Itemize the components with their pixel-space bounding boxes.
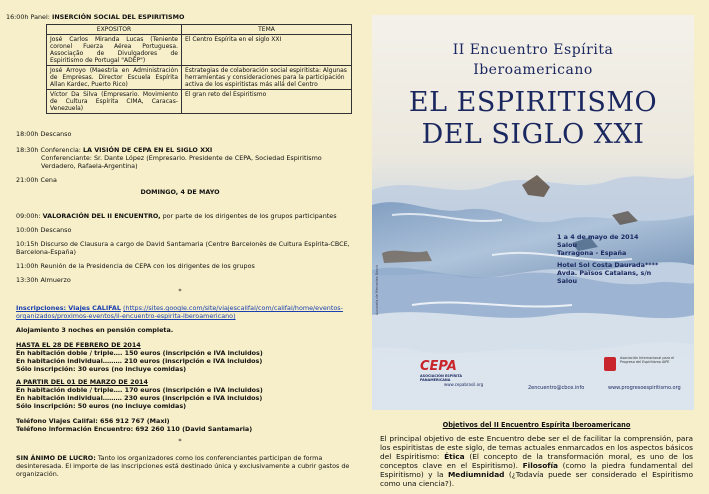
alojamiento: Alojamiento 3 noches en pensión completa. <box>16 326 174 334</box>
expositor-cell: José Carlos Miranda Lucas (Teniente coronel Fuerza Aérea Portuguesa. Associação de Divulgadores de Espiritismo de Portugal "ADEP") <box>47 35 182 66</box>
table-header-row <box>47 25 352 35</box>
lucro-line-2: desinteresada. El importe de las inscripciones está destinado única y exclusivamente a cubrir gastos de <box>16 462 350 470</box>
valoracion-line: 09:00h: VALORACIÓN DEL II ENCUENTRO, por parte de los dirigentes de los grupos participantes <box>16 212 337 220</box>
panel-table <box>46 24 352 114</box>
phone-califal: Teléfono Viajes Califal: 656 912 767 (Maxi) <box>16 417 170 425</box>
cover-event-info <box>557 233 658 285</box>
clausura-line: 10:15h Discurso de Clausura a cargo de David Santamaria (Centre Barcelonès de Cultura Espírita-CBCE, <box>16 240 350 248</box>
lucro-line-3: organización. <box>16 470 59 478</box>
period2-line: Sólo inscripción: 50 euros (no incluye comidas) <box>16 402 187 410</box>
expositor-header: EXPOSITOR <box>47 25 182 35</box>
conference-line: 18:30h Conferencia: LA VISIÓN DE CEPA EN EL SIGLO XXI <box>16 146 213 154</box>
expositor-cell: Víctor Da Silva (Empresario. Movimiento de Cultura Espírita CIMA, Caracas-Venezuela) <box>47 90 182 114</box>
cepa-url[interactable]: www.cepabrasil.org <box>444 382 484 387</box>
tema-cell: El Centro Espírita en el siglo XXI <box>182 35 352 66</box>
period1-heading: HASTA EL 28 DE FEBRERO DE 2014 <box>16 341 141 349</box>
almuerzo: 13:30h Almuerzo <box>16 276 71 284</box>
cover-subtitle: II Encuentro Espírita <box>452 42 614 58</box>
cena: 21:00h Cena <box>16 176 57 184</box>
table-row <box>47 66 352 90</box>
cover-side-credit: Acuarela de Mercedes Bosch <box>375 264 379 315</box>
table-row <box>47 35 352 66</box>
table-row <box>47 90 352 114</box>
event-place: Salou <box>557 241 578 249</box>
conference-speaker-2: Verdadero, Rafaela-Argentina) <box>41 162 138 170</box>
inscriptions-link[interactable]: (https://sites.google.com/site/viajescalifal/com/califal/home/eventos- <box>122 304 343 312</box>
separator-star-2: * <box>178 437 182 445</box>
aipe-logo-icon <box>604 357 616 371</box>
separator-star: * <box>178 287 182 295</box>
panel-heading: 16:00h Panel: INSERCIÓN SOCIAL DEL ESPIRITISMO <box>6 13 185 21</box>
tema-header: TEMA <box>182 25 352 35</box>
tema-cell: Estrategias de colaboración social espiritista: Algunas herramientas y consideraciones para la participación activa de los espiritistas más allá del Centro <box>182 66 352 90</box>
cover-web[interactable]: www.progresoespiritismo.org <box>608 385 681 391</box>
expositor-cell: José Arroyo (Maestría en Administración de Empresas. Director Escuela Espírita Allan Kardec, Puerto Rico) <box>47 66 182 90</box>
conference-speaker: Conferenciante: Sr. Dante López (Empresario. Presidente de CEPA, Sociedad Espiritismo <box>41 154 322 162</box>
cover-email[interactable]: 2encuentro@cbce.info <box>528 385 585 391</box>
aipe-logo-text: Asociación Internacional para el Progreso del Espiritismo AIPE <box>620 356 675 364</box>
event-place-2: Tarragona - España <box>557 249 627 257</box>
objetivos-paragraph: El principal objetivo de este Encuentro debe ser el de facilitar la comprensión, para los espiritistas de este siglo, de temas actuales enmarcados en los aspectos básicos del Espiritismo: Ética (El concepto de la transformación moral, es uno de los conceptos clave en el Espiritismo). Filosofía (como la piedra fundamental del Espiritismo) y la Mediumnidad (¿Todavía puede ser considerado el Espiritismo como una ciencia?). <box>380 434 693 488</box>
cepa-logo <box>420 355 490 382</box>
cepa-logo-subtitle: ASOCIACIÓN ESPÍRITA PANAMERICANA <box>420 374 463 382</box>
hotel-address: Avda. Països Catalans, s/n <box>557 269 652 277</box>
inscriptions-label[interactable]: Inscripciones: Viajes CALIFAL <box>16 304 121 312</box>
tema-cell: El gran reto del Espiritismo <box>182 90 352 114</box>
hotel-name: Hotel Sol Costa Daurada**** <box>557 261 659 269</box>
period2-line: En habitación doble / triple…. 170 euros (inscripción e IVA incluidos) <box>16 386 263 394</box>
period2-heading: A PARTIR DEL 01 DE MARZO DE 2014 <box>16 378 148 386</box>
objetivos-heading: Objetivos del II Encuentro Espírita Iberoamericano <box>442 421 631 429</box>
reunion: 11:00h Reunión de la Presidencia de CEPA con los dirigentes de los grupos <box>16 262 255 270</box>
cover-subtitle-2: Iberoamericano <box>473 62 593 78</box>
cover-title-2: DEL SIGLO XXI <box>421 119 645 150</box>
day-heading: DOMINGO, 4 DE MAYO <box>140 188 220 196</box>
period2-line: En habitación individual……… 230 euros (inscripción e IVA incluidos) <box>16 394 263 402</box>
cover-poster <box>372 15 694 410</box>
period1-line: En habitación individual……… 210 euros (inscripción e IVA incluidos) <box>16 357 263 365</box>
period1-line: En habitación doble / triple…. 150 euros (inscripción e IVA incluidos) <box>16 349 263 357</box>
clausura-line-2: Barcelona-España) <box>16 248 76 256</box>
inscriptions-line <box>16 304 343 312</box>
hotel-city: Salou <box>557 277 578 285</box>
cepa-logo-text: CEPA <box>420 359 457 374</box>
objetivos-section <box>380 421 693 488</box>
cover-title: EL ESPIRITISMO <box>408 87 658 118</box>
lucro-line: SIN ÁNIMO DE LUCRO: Tanto los organizadores como los conferenciantes participan de forma <box>16 454 323 462</box>
period1-line: Sólo inscripción: 30 euros (no incluye comidas) <box>16 365 187 373</box>
descanso-1: 18:00h Descanso <box>16 130 72 138</box>
phone-info: Teléfono información Encuentro: 692 260 110 (David Santamaria) <box>16 425 253 433</box>
event-date: 1 a 4 de mayo de 2014 <box>557 233 639 241</box>
descanso-2: 10:00h Descanso <box>16 226 72 234</box>
inscriptions-link-2[interactable]: organizados/proximos-eventos/ii-encuentro-espirita-iberoamericano) <box>16 312 236 320</box>
